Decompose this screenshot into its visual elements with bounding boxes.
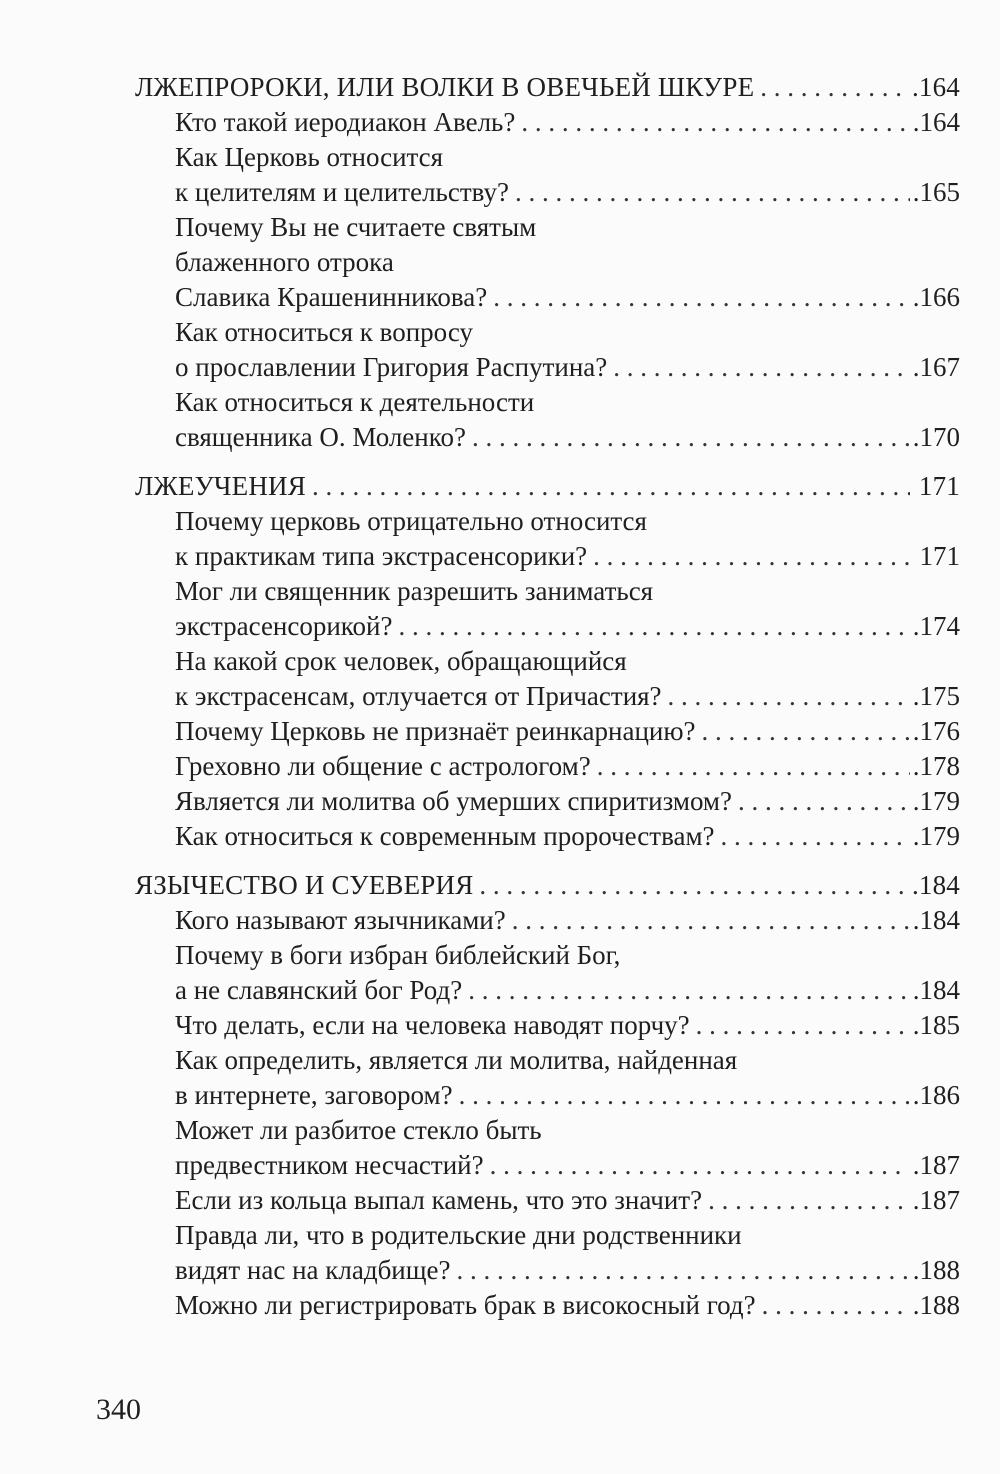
entry-page-number: .165	[912, 177, 960, 207]
entry-text-line: Может ли разбитое стекло быть	[175, 1115, 542, 1145]
dot-leader	[459, 1078, 910, 1113]
toc-entry	[135, 938, 960, 1008]
entry-text-line: Славика Крашенинникова?	[175, 282, 488, 312]
entry-text-line: Как относиться к вопросу	[175, 317, 473, 347]
dot-leader	[493, 280, 910, 315]
toc-section	[135, 868, 960, 1323]
toc-entry	[135, 1288, 960, 1323]
entry-text-line: На какой срок человек, обращающийся	[175, 646, 627, 676]
toc-entry	[135, 105, 960, 140]
toc-entry	[135, 819, 960, 854]
dot-leader	[708, 1183, 910, 1218]
toc-section	[135, 469, 960, 854]
entry-text-line: экстрасенсорикой?	[175, 611, 393, 641]
dot-leader	[696, 1008, 910, 1043]
entry-text-line: Почему церковь отрицательно относится	[175, 506, 647, 536]
entry-text-line: в интернете, заговором?	[175, 1080, 453, 1110]
dot-leader	[760, 70, 910, 105]
section-page-number: .164	[911, 72, 960, 102]
section-page-number: .184	[911, 870, 960, 900]
dot-leader	[399, 609, 911, 644]
toc-entry	[135, 1183, 960, 1218]
entry-text-line: к практикам типа экстрасенсорики?	[175, 541, 588, 571]
entry-page-number: .164	[912, 107, 960, 137]
toc-entry	[135, 784, 960, 819]
dot-leader	[490, 1148, 910, 1183]
entry-text-line: а не славянский бог Род?	[175, 975, 463, 1005]
entry-page-number: .184	[912, 975, 960, 1005]
dot-leader	[312, 469, 910, 504]
entry-text-line: видят нас на кладбище?	[175, 1255, 451, 1285]
entry-text-line: священника О. Моленко?	[175, 422, 466, 452]
toc-entry	[135, 385, 960, 455]
entry-text-line: предвестником несчастий?	[175, 1150, 484, 1180]
entry-text-line: Можно ли регистрировать брак в високосный год?	[175, 1290, 756, 1320]
table-of-contents	[135, 70, 960, 1337]
toc-entry	[135, 749, 960, 784]
entry-text-line: Греховно ли общение с астрологом?	[175, 751, 591, 781]
toc-entry	[135, 1008, 960, 1043]
toc-entry	[135, 140, 960, 210]
toc-entry	[135, 644, 960, 714]
entry-page-number: .188	[912, 1290, 960, 1320]
entry-text-line: Что делать, если на человека наводят порчу?	[175, 1010, 690, 1040]
entry-text-line: Если из кольца выпал камень, что это значит?	[175, 1185, 703, 1215]
entry-page-number: .167	[912, 352, 960, 382]
entry-page-number: .179	[912, 821, 960, 851]
dot-leader	[479, 868, 910, 903]
entry-text-line: Как определить, является ли молитва, найденная	[175, 1045, 738, 1075]
entry-page-number: .184	[912, 905, 960, 935]
dot-leader	[762, 1288, 910, 1323]
entry-text-line: Кто такой иеродиакон Авель?	[175, 107, 516, 137]
dot-leader	[702, 714, 910, 749]
section-title: ЛЖЕУЧЕНИЯ	[135, 471, 306, 501]
toc-section	[135, 70, 960, 455]
toc-entry	[135, 504, 960, 574]
dot-leader	[668, 679, 910, 714]
dot-leader	[457, 1253, 910, 1288]
toc-entry	[135, 1043, 960, 1113]
entry-text-line: Правда ли, что в родительские дни родственники	[175, 1220, 742, 1250]
entry-page-number: .186	[912, 1080, 960, 1110]
entry-text-line: Как Церковь относится	[175, 142, 444, 172]
entry-text-line: Как относиться к деятельности	[175, 387, 535, 417]
entry-page-number: .187	[912, 1185, 960, 1215]
dot-leader	[613, 350, 910, 385]
toc-entry	[135, 1218, 960, 1288]
entry-page-number: 171	[919, 541, 960, 571]
dot-leader	[738, 784, 910, 819]
section-title: ЛЖЕПРОРОКИ, ИЛИ ВОЛКИ В ОВЕЧЬЕЙ ШКУРЕ	[135, 72, 755, 102]
dot-leader	[597, 749, 910, 784]
toc-entry	[135, 210, 960, 315]
entry-text-line: Как относиться к современным пророчествам?	[175, 821, 715, 851]
section-heading	[135, 469, 960, 504]
dot-leader	[721, 819, 910, 854]
entry-text-line: Почему Вы не считаете святым	[175, 212, 537, 242]
section-title: ЯЗЫЧЕСТВО И СУЕВЕРИЯ	[135, 870, 474, 900]
dot-leader	[472, 420, 910, 455]
entry-text-line: Кого называют язычниками?	[175, 905, 506, 935]
entry-page-number: .178	[912, 751, 960, 781]
entry-text-line: Почему в боги избран библейский Бог,	[175, 940, 621, 970]
entry-text-line: Почему Церковь не признаёт реинкарнацию?	[175, 716, 696, 746]
entry-text-line: блаженного отрока	[175, 247, 394, 277]
entry-text-line: к экстрасенсам, отлучается от Причастия?	[175, 681, 662, 711]
entry-text-line: к целителям и целительству?	[175, 177, 509, 207]
entry-page-number: .179	[912, 786, 960, 816]
dot-leader	[521, 105, 910, 140]
entry-page-number: .188	[912, 1255, 960, 1285]
entry-page-number: .174	[912, 611, 960, 641]
dot-leader	[468, 973, 910, 1008]
entry-page-number: .166	[912, 282, 960, 312]
toc-entry	[135, 574, 960, 644]
page-number: 340	[96, 1393, 141, 1426]
toc-entry	[135, 714, 960, 749]
toc-entry	[135, 1113, 960, 1183]
dot-leader	[593, 539, 910, 574]
toc-entry	[135, 903, 960, 938]
dot-leader	[512, 903, 910, 938]
entry-text-line: Мог ли священник разрешить заниматься	[175, 576, 654, 606]
entry-page-number: .187	[912, 1150, 960, 1180]
entry-page-number: .170	[912, 422, 960, 452]
entry-text-line: Является ли молитва об умерших спиритизмом?	[175, 786, 733, 816]
entry-page-number: .175	[912, 681, 960, 711]
entry-page-number: .176	[912, 716, 960, 746]
section-heading	[135, 868, 960, 903]
entry-page-number: .185	[912, 1010, 960, 1040]
dot-leader	[515, 175, 910, 210]
toc-entry	[135, 315, 960, 385]
section-heading	[135, 70, 960, 105]
entry-text-line: о прославлении Григория Распутина?	[175, 352, 608, 382]
section-page-number: 171	[918, 471, 960, 501]
